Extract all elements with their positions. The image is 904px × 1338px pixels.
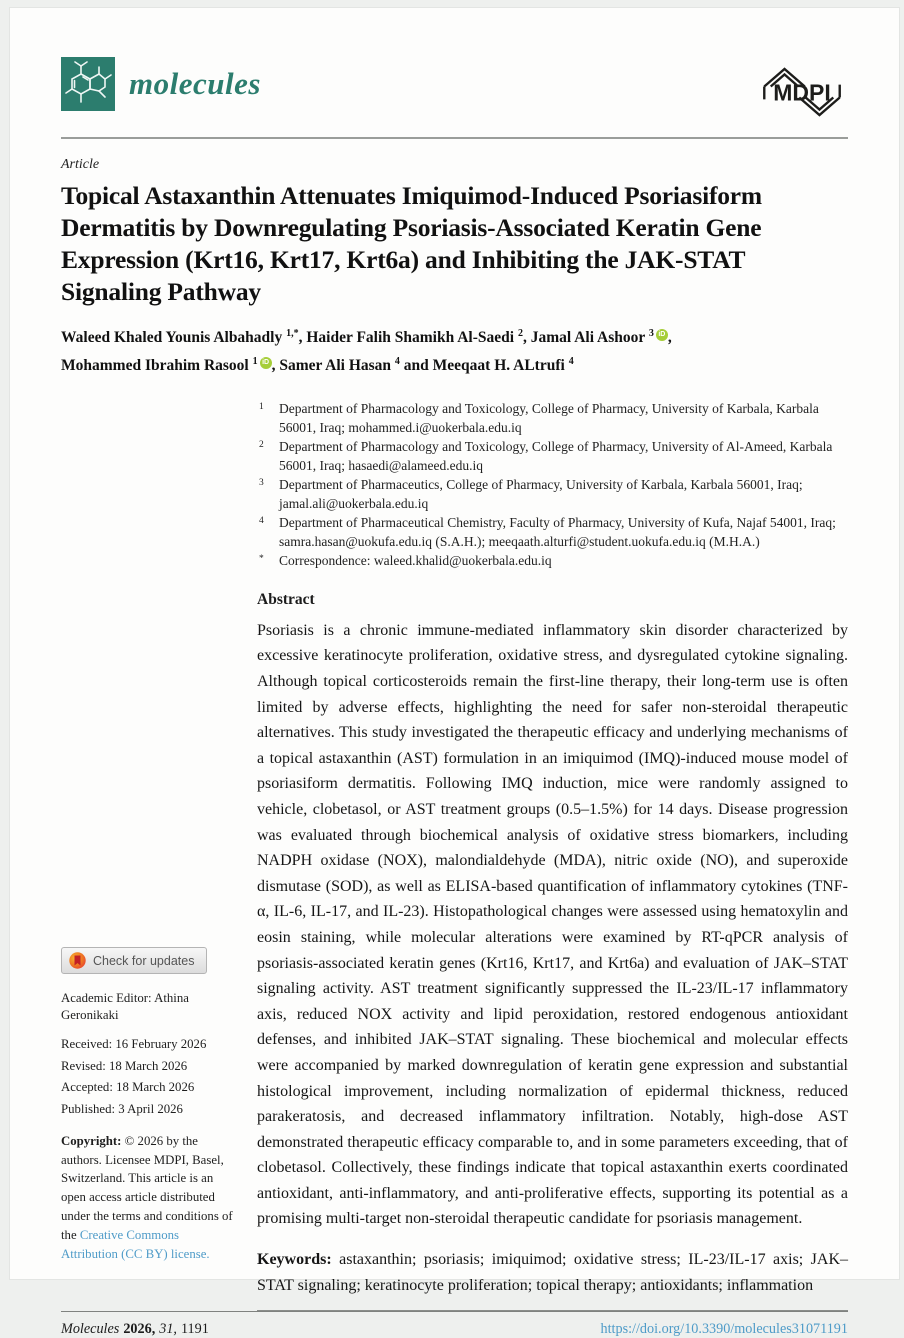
author: Jamal Ali Ashoor $^3$ iD , xyxy=(531,329,672,346)
orcid-icon[interactable]: iD xyxy=(260,357,272,369)
keywords-label: Keywords: xyxy=(257,1251,332,1268)
affiliation-item: 3 Department of Pharmaceutics, College of Pharmacy, University of Karbala, Karbala 56001, Iraq; jamal.ali@uokerbala.edu.iq xyxy=(257,476,848,513)
revised-date: Revised: 18 March 2026 xyxy=(61,1058,233,1075)
paper-page xyxy=(9,7,900,1280)
main-column xyxy=(257,400,848,1311)
left-sidebar xyxy=(61,400,233,1311)
page-header xyxy=(61,57,848,129)
copyright-label: Copyright: xyxy=(61,1134,121,1148)
author: Haider Falih Shamikh Al-Saedi $^2$, xyxy=(306,329,530,346)
footer-divider xyxy=(61,1311,848,1312)
received-date: Received: 16 February 2026 xyxy=(61,1036,233,1053)
check-for-updates-label: Check for updates xyxy=(93,954,194,968)
accepted-date: Accepted: 18 March 2026 xyxy=(61,1079,233,1096)
published-date: Published: 3 April 2026 xyxy=(61,1101,233,1118)
copyright-text: © 2026 by the authors. Licensee MDPI, Basel, Switzerland. This article is an open access article distributed under the terms and conditions of the xyxy=(61,1134,233,1242)
journal-name: molecules xyxy=(129,66,261,102)
abstract-text: Psoriasis is a chronic immune-mediated inflammatory skin disorder characterized by excessive keratinocyte proliferation, oxidative stress, and dysregulated cytokine signaling. Although topical corticosteroids remain the first-line therapy, their long-term use is often limited by adverse effects, highlighting the need for safer non-steroidal therapeutic alternatives. This study investigated the therapeutic efficacy and underlying mechanisms of a topical astaxanthin (AST) formulation in an imiquimod (IMQ)-induced mouse model of psoriasiform dermatitis. Following IMQ induction, mice were randomly assigned to vehicle, clobetasol, or AST treatment groups (0.5–1.5%) for 14 days. Disease progression was evaluated through biochemical analysis of oxidative stress biomarkers, including NADPH oxidase (NOX), malondialdehyde (MDA), nitric oxide (NO), and superoxide dismutase (SOD), as well as ELISA-based quantification of inflammatory cytokines (TNF-α, IL-6, IL-17, and IL-23). Histopathological changes were assessed using hematoxylin and eosin staining, while molecular alterations were examined by RT-qPCR analysis of psoriasis-associated keratin genes (Krt16, Krt17, and Krt6a) and evaluation of JAK–STAT signaling activity. AST treatment significantly suppressed the IL-23/IL-17 inflammatory axis, reduced NOX activity and lipid peroxidation, restored endogenous antioxidant defenses, and inhibited JAK–STAT signaling. These biochemical and molecular effects were accompanied by marked downregulation of keratin gene expression and substantial histological improvement, including normalization of epidermal thickness, reduced parakeratosis, and decreased inflammatory infiltration. Notably, high-dose AST demonstrated therapeutic efficacy comparable to, and in some parameters exceeding, that of clobetasol. Collectively, these findings indicate that topical astaxanthin exerts coordinated antioxidant, anti-inflammatory, and anti-proliferative effects, supporting its potential as a promising multi-target non-steroidal therapeutic candidate for psoriasis management. xyxy=(257,618,848,1232)
doi-link[interactable]: https://doi.org/10.3390/molecules31071191 xyxy=(601,1321,848,1338)
check-for-updates-button[interactable] xyxy=(61,947,207,974)
affiliations xyxy=(257,400,848,571)
keywords-text: astaxanthin; psoriasis; imiquimod; oxidative stress; IL-23/IL-17 axis; JAK–STAT signaling; keratinocyte proliferation; topical therapy; antioxidants; inflammation xyxy=(257,1251,848,1294)
article-history xyxy=(61,990,233,1118)
journal-brand xyxy=(61,57,261,111)
header-divider xyxy=(61,137,848,139)
affiliation-item: 1 Department of Pharmacology and Toxicology, College of Pharmacy, University of Karbala, Karbala 56001, Iraq; mohammed.i@uokerbala.edu.iq xyxy=(257,400,848,437)
affiliation-item: 4 Department of Pharmaceutical Chemistry, Faculty of Pharmacy, University of Kufa, Najaf 54001, Iraq; samra.hasan@uokufa.edu.iq (S.A.H.); meeqaath.alturfi@student.uokufa.edu.iq (M.H.A.) xyxy=(257,514,848,551)
academic-editor: Academic Editor: Athina Geronikaki xyxy=(61,990,233,1024)
mdpi-logo xyxy=(756,59,848,125)
page-footer xyxy=(61,1321,848,1338)
cc-license-link[interactable]: Creative Commons Attribution (CC BY) license. xyxy=(61,1228,210,1261)
abstract-heading: Abstract xyxy=(257,591,848,609)
citation: Molecules 2026, 31, 1191 xyxy=(61,1321,213,1338)
svg-text:MDPI: MDPI xyxy=(773,79,831,105)
affiliation-item: 2 Department of Pharmacology and Toxicology, College of Pharmacy, University of Al-Ameed, Karbala 56001, Iraq; hasaedi@alameed.edu.iq xyxy=(257,438,848,475)
crossmark-icon xyxy=(69,952,86,969)
article-type-label: Article xyxy=(61,157,848,173)
author: Mohammed Ibrahim Rasool $^1$ iD , xyxy=(61,357,279,374)
author: Meeqaat H. ALtrufi $^4$ xyxy=(433,357,574,374)
author: Samer Ali Hasan $^4$ and xyxy=(279,357,432,374)
author-list xyxy=(61,322,848,378)
author: Waleed Khaled Younis Albahadly $^{1,*}$, xyxy=(61,329,306,346)
paper-title: Topical Astaxanthin Attenuates Imiquimod-Induced Psoriasiform Dermatitis by Downregulating Psoriasis-Associated Keratin Gene Expression (Krt16, Krt17, Krt6a) and Inhibiting the JAK-STAT Signaling Pathway xyxy=(61,180,848,308)
molecules-logo-icon xyxy=(61,57,115,111)
keywords-divider xyxy=(257,1310,848,1311)
copyright-notice xyxy=(61,1132,233,1264)
correspondence-item: * Correspondence: waleed.khalid@uokerbala.edu.iq xyxy=(257,552,848,571)
orcid-icon[interactable]: iD xyxy=(656,329,668,341)
content-columns xyxy=(61,400,848,1311)
keywords-line xyxy=(257,1247,848,1298)
